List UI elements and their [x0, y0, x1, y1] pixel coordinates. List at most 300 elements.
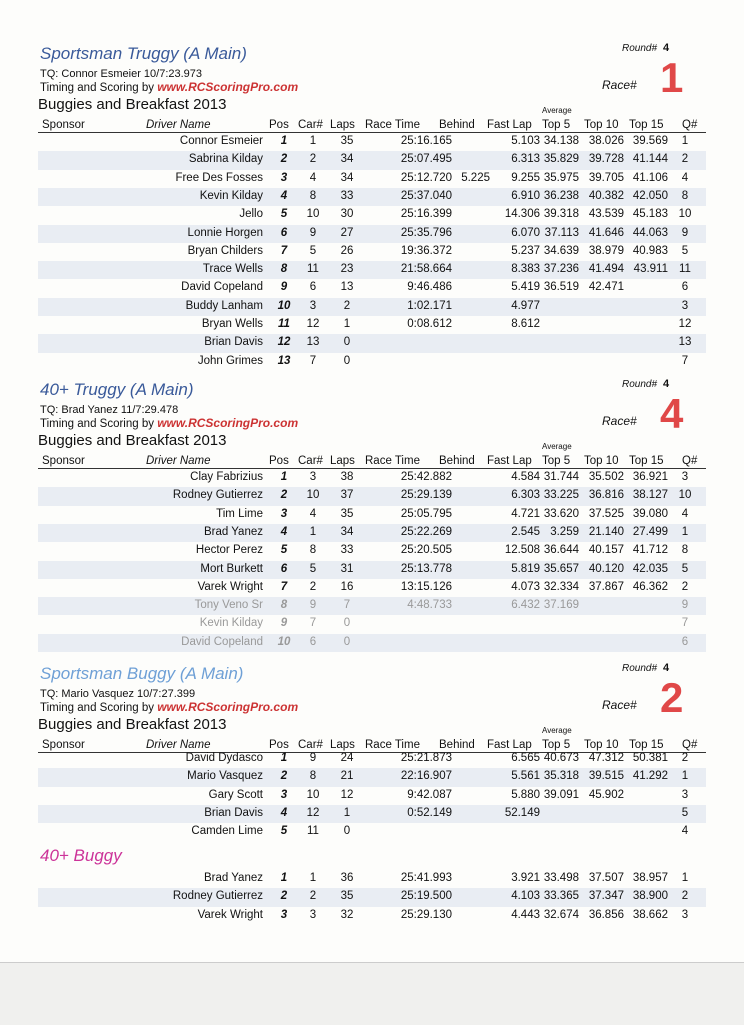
qualifying-position: 4: [681, 825, 689, 838]
qualifying-position: 6: [681, 281, 689, 294]
table-row: [38, 888, 706, 906]
header-laps: Laps: [330, 119, 355, 131]
position: 5: [280, 544, 288, 557]
top-15: 27.499: [632, 525, 668, 538]
header-q: Q#: [682, 119, 698, 131]
header-top5: Top 5: [542, 119, 571, 131]
fast-lap: 6.432: [511, 599, 540, 612]
round-text: Round#: [622, 379, 658, 390]
race-time: 22:16.907: [400, 770, 452, 783]
table-row: [38, 261, 706, 279]
laps: 27: [340, 226, 354, 239]
fast-lap: 4.977: [511, 299, 540, 312]
laps: 1: [343, 806, 351, 819]
car-number: 10: [306, 489, 320, 502]
car-number: 8: [309, 544, 317, 557]
top-10: 36.856: [588, 908, 624, 921]
laps: 37: [340, 489, 354, 502]
race-time: 9:46.486: [407, 281, 452, 294]
top-15: 40.983: [632, 244, 668, 257]
fast-lap: 4.584: [511, 471, 540, 483]
position: 3: [280, 788, 288, 801]
qualifying-position: 1: [681, 135, 689, 147]
tq-line: TQ: Mario Vasquez 10/7:27.399: [40, 688, 196, 700]
top-5: 34.639: [543, 244, 579, 257]
laps: 36: [340, 872, 354, 884]
header-car: Car#: [298, 119, 323, 131]
laps: 32: [340, 908, 354, 921]
header-fast-lap: Fast Lap: [487, 739, 532, 751]
car-number: 9: [309, 599, 317, 612]
driver-name: Varek Wright: [197, 908, 263, 921]
round-number: 4: [663, 662, 670, 674]
header-behind: Behind: [439, 739, 475, 751]
fast-lap: 8.612: [511, 318, 540, 330]
race-number: 4: [660, 390, 684, 437]
laps: 0: [343, 825, 351, 838]
car-number: 6: [309, 635, 317, 648]
laps: 34: [340, 153, 354, 166]
qualifying-position: 2: [681, 752, 689, 764]
driver-name: Brian Davis: [204, 806, 263, 819]
top-5: 39.091: [543, 788, 579, 801]
header-driver: Driver Name: [146, 739, 211, 751]
fast-lap: 6.070: [511, 226, 540, 239]
qualifying-position: 3: [681, 471, 689, 483]
race-time: 0:08.612: [407, 318, 452, 330]
round-number: 4: [663, 42, 670, 54]
top-5: 35.975: [543, 171, 579, 184]
top-5: 33.498: [543, 872, 579, 884]
position: 10: [277, 299, 291, 312]
round-text: Round#: [622, 663, 658, 674]
laps: 0: [343, 635, 351, 648]
driver-name: Free Des Fosses: [175, 171, 263, 184]
timing-line: [40, 416, 298, 430]
top-5: 37.113: [544, 226, 579, 239]
table-row: [38, 243, 706, 261]
tq-line: TQ: Brad Yanez 11/7:29.478: [40, 404, 179, 416]
timing-label: Timing and Scoring by: [40, 702, 154, 714]
fast-lap: 52.149: [504, 806, 540, 819]
top-15: 44.063: [632, 226, 668, 239]
car-number: 3: [309, 471, 317, 483]
table-row: [38, 506, 706, 524]
position: 1: [280, 135, 288, 147]
driver-name: Hector Perez: [195, 544, 263, 557]
race-time: 1:02.171: [407, 299, 452, 312]
top-10: 42.471: [588, 281, 624, 294]
header-top5: Top 5: [542, 739, 571, 751]
top-5: 35.318: [543, 770, 579, 783]
car-number: 7: [309, 617, 317, 630]
top-5: 40.673: [543, 752, 579, 764]
qualifying-position: 5: [681, 244, 689, 257]
car-number: 11: [307, 263, 319, 276]
driver-name: Tim Lime: [216, 507, 263, 520]
driver-name: Trace Wells: [202, 263, 263, 276]
top-10: 40.157: [588, 544, 624, 557]
top-10: 37.525: [588, 507, 624, 520]
position: 5: [280, 825, 288, 838]
header-race-time: Race Time: [365, 455, 420, 467]
qualifying-position: 8: [681, 544, 689, 557]
qualifying-position: 9: [681, 226, 689, 239]
driver-name: David Copeland: [181, 635, 263, 648]
table-row: [38, 279, 706, 297]
race-time: 9:42.087: [407, 788, 452, 801]
top-10: 38.979: [588, 244, 624, 257]
position: 11: [278, 318, 290, 330]
top-10: 38.026: [588, 135, 624, 147]
driver-name: Camden Lime: [191, 825, 263, 838]
laps: 24: [340, 752, 354, 764]
laps: 33: [340, 189, 354, 202]
laps: 26: [340, 244, 354, 257]
table-row: [38, 151, 706, 169]
position: 9: [280, 617, 288, 630]
car-number: 12: [306, 806, 320, 819]
header-sponsor: Sponsor: [42, 119, 85, 131]
top-5: 36.238: [543, 189, 579, 202]
top-10: 41.646: [588, 226, 624, 239]
car-number: 13: [306, 336, 320, 349]
top-5: 37.236: [543, 263, 579, 276]
header-fast-lap: Fast Lap: [487, 119, 532, 131]
car-number: 9: [309, 752, 317, 764]
driver-name: Mort Burkett: [200, 562, 263, 575]
driver-name: Jello: [239, 208, 263, 221]
qualifying-position: 10: [678, 489, 692, 502]
table-row: [38, 787, 706, 805]
laps: 23: [340, 263, 354, 276]
top-15: 45.183: [632, 208, 668, 221]
driver-name: Brad Yanez: [203, 525, 263, 538]
driver-name: Varek Wright: [197, 580, 263, 593]
car-number: 8: [309, 770, 317, 783]
table-row: [38, 750, 706, 768]
fast-lap: 3.921: [511, 872, 540, 884]
laps: 16: [340, 580, 354, 593]
table-row: [38, 353, 706, 371]
laps: 34: [340, 525, 354, 538]
driver-name: Bryan Wells: [201, 318, 263, 330]
race-time: 25:21.873: [400, 752, 452, 764]
qualifying-position: 5: [681, 806, 689, 819]
car-number: 6: [309, 281, 317, 294]
position: 5: [280, 208, 288, 221]
race-time: 0:52.149: [407, 806, 452, 819]
table-row: [38, 334, 706, 352]
behind: 5.225: [461, 171, 490, 184]
fast-lap: 6.910: [511, 189, 540, 202]
top-15: 42.050: [632, 189, 668, 202]
table-row: [38, 870, 706, 888]
table-row: [38, 188, 706, 206]
top-10: 47.312: [588, 752, 624, 764]
race-time: 25:16.165: [400, 135, 452, 147]
round-label: [622, 42, 669, 54]
race-time: 25:16.399: [400, 208, 452, 221]
header-top15: Top 15: [629, 119, 664, 131]
race-time: 25:41.993: [400, 872, 452, 884]
car-number: 4: [309, 171, 317, 184]
fast-lap: 14.306: [504, 208, 540, 221]
race-time: 25:20.505: [400, 544, 452, 557]
qualifying-position: 2: [681, 153, 689, 166]
driver-name: Tony Veno Sr: [194, 599, 263, 612]
fast-lap: 4.103: [511, 890, 540, 903]
qualifying-position: 1: [681, 872, 689, 884]
race-number: 1: [660, 54, 684, 101]
race-time: 25:22.269: [400, 525, 452, 538]
position: 3: [280, 908, 288, 921]
laps: 35: [340, 890, 354, 903]
car-number: 12: [306, 318, 320, 330]
qualifying-position: 4: [681, 171, 689, 184]
header-pos: Pos: [269, 119, 289, 131]
race-time: 13:15.126: [400, 580, 452, 593]
header-race-time: Race Time: [365, 739, 420, 751]
top-5: 33.225: [543, 489, 579, 502]
header-q: Q#: [682, 455, 698, 467]
position: 2: [280, 890, 288, 903]
position: 8: [280, 263, 288, 276]
header-top5: Top 5: [542, 455, 571, 467]
race-time: 25:19.500: [400, 890, 452, 903]
race-number: 2: [660, 674, 684, 721]
driver-name: Lonnie Horgen: [187, 226, 263, 239]
race-time: 25:05.795: [400, 507, 452, 520]
laps: 35: [340, 135, 354, 147]
race-time: 25:29.130: [400, 908, 452, 921]
table-row: [38, 597, 706, 615]
top-5: 36.644: [543, 544, 579, 557]
timing-line: [40, 80, 298, 94]
section-title: Sportsman Truggy (A Main): [40, 44, 247, 63]
qualifying-position: 10: [678, 208, 692, 221]
header-car: Car#: [298, 455, 323, 467]
header-laps: Laps: [330, 739, 355, 751]
position: 4: [280, 189, 288, 202]
top-15: 39.569: [632, 135, 668, 147]
race-time: 25:07.495: [400, 153, 452, 166]
table-row: [38, 469, 706, 487]
top-10: 39.515: [588, 770, 624, 783]
top-10: 43.539: [588, 208, 624, 221]
event-name: Buggies and Breakfast 2013: [38, 96, 227, 113]
position: 1: [280, 872, 288, 884]
laps: 0: [343, 336, 351, 349]
top-15: 39.080: [632, 507, 668, 520]
table-row: [38, 133, 706, 151]
car-number: 1: [309, 135, 317, 147]
position: 7: [280, 580, 288, 593]
laps: 30: [340, 208, 354, 221]
laps: 31: [340, 562, 354, 575]
car-number: 2: [309, 153, 317, 166]
event-name: Buggies and Breakfast 2013: [38, 432, 227, 449]
header-behind: Behind: [439, 119, 475, 131]
brand-url: www.RCScoringPro.com: [157, 700, 299, 714]
driver-name: Clay Fabrizius: [190, 471, 263, 483]
header-driver: Driver Name: [146, 119, 211, 131]
fast-lap: 5.103: [511, 135, 540, 147]
fast-lap: 4.443: [511, 908, 540, 921]
qualifying-position: 2: [681, 890, 689, 903]
driver-name: Gary Scott: [208, 788, 263, 801]
timing-label: Timing and Scoring by: [40, 418, 154, 430]
top-10: 37.347: [588, 890, 624, 903]
laps: 21: [340, 770, 354, 783]
fast-lap: 4.721: [511, 507, 540, 520]
position: 2: [280, 770, 288, 783]
header-pos: Pos: [269, 739, 289, 751]
fast-lap: 12.508: [504, 544, 540, 557]
top-5: 32.334: [543, 580, 579, 593]
header-race-time: Race Time: [365, 119, 420, 131]
race-time: 21:58.664: [400, 263, 452, 276]
laps: 0: [343, 617, 351, 630]
table-row: [38, 579, 706, 597]
position: 9: [280, 281, 288, 294]
race-label: Race#: [602, 414, 637, 428]
table-row: [38, 542, 706, 560]
position: 10: [277, 635, 291, 648]
top-15: 38.662: [632, 908, 668, 921]
table-row: [38, 225, 706, 243]
qualifying-position: 6: [681, 635, 689, 648]
driver-name: Buddy Lanham: [185, 299, 263, 312]
fast-lap: 2.545: [511, 525, 540, 538]
fast-lap: 5.819: [511, 562, 540, 575]
car-number: 5: [309, 562, 317, 575]
header-top10: Top 10: [584, 119, 619, 131]
position: 2: [280, 489, 288, 502]
table-row: [38, 768, 706, 786]
race-time: 19:36.372: [400, 244, 452, 257]
top-10: 39.728: [588, 153, 624, 166]
position: 4: [280, 525, 288, 538]
position: 12: [277, 336, 291, 349]
car-number: 3: [309, 908, 317, 921]
driver-name: Brian Davis: [204, 336, 263, 349]
qualifying-position: 11: [679, 263, 691, 276]
car-number: 1: [309, 525, 317, 538]
laps: 1: [343, 318, 351, 330]
position: 1: [280, 752, 288, 764]
top-5: 33.620: [543, 507, 579, 520]
header-average: Average: [542, 726, 572, 735]
top-10: 35.502: [588, 471, 624, 483]
position: 4: [280, 806, 288, 819]
qualifying-position: 1: [681, 770, 689, 783]
laps: 12: [340, 788, 354, 801]
fast-lap: 9.255: [511, 171, 540, 184]
table-row: [38, 561, 706, 579]
header-average: Average: [542, 106, 572, 115]
laps: 33: [340, 544, 354, 557]
top-10: 41.494: [588, 263, 624, 276]
car-number: 11: [307, 825, 319, 838]
qualifying-position: 7: [681, 354, 689, 367]
position: 1: [280, 471, 288, 483]
driver-name: Sabrina Kilday: [188, 153, 263, 166]
race-time: 25:12.720: [400, 171, 452, 184]
car-number: 8: [309, 189, 317, 202]
car-number: 1: [309, 872, 317, 884]
table-row: [38, 615, 706, 633]
driver-name: Connor Esmeier: [179, 135, 263, 147]
position: 3: [280, 171, 288, 184]
section-title: 40+ Truggy (A Main): [40, 380, 194, 399]
position: 3: [280, 507, 288, 520]
top-5: 35.657: [543, 562, 579, 575]
top-10: 45.902: [588, 788, 624, 801]
qualifying-position: 3: [681, 908, 689, 921]
header-average: Average: [542, 442, 572, 451]
top-15: 38.957: [632, 872, 668, 884]
top-5: 3.259: [550, 525, 579, 538]
car-number: 2: [309, 580, 317, 593]
car-number: 9: [309, 226, 317, 239]
table-row: [38, 316, 706, 334]
race-label: Race#: [602, 698, 637, 712]
driver-name: Brad Yanez: [203, 872, 263, 884]
round-number: 4: [663, 378, 670, 390]
qualifying-position: 7: [681, 617, 689, 630]
header-pos: Pos: [269, 455, 289, 467]
position: 6: [280, 562, 288, 575]
laps: 0: [343, 354, 351, 367]
top-5: 32.674: [543, 908, 579, 921]
driver-name: Rodney Gutierrez: [172, 890, 263, 903]
top-15: 46.362: [632, 580, 668, 593]
table-row: [38, 206, 706, 224]
top-5: 37.169: [543, 599, 579, 612]
car-number: 7: [309, 354, 317, 367]
driver-name: Bryan Childers: [187, 244, 263, 257]
header-top15: Top 15: [629, 455, 664, 467]
top-10: 37.867: [588, 580, 624, 593]
brand-url: www.RCScoringPro.com: [157, 416, 299, 430]
fast-lap: 5.237: [511, 244, 540, 257]
tq-line: TQ: Connor Esmeier 10/7:23.973: [40, 68, 203, 80]
laps: 34: [340, 171, 354, 184]
round-label: [622, 662, 669, 674]
laps: 7: [343, 599, 351, 612]
timing-label: Timing and Scoring by: [40, 82, 154, 94]
race-time: 25:29.139: [400, 489, 452, 502]
header-fast-lap: Fast Lap: [487, 455, 532, 467]
header-car: Car#: [298, 739, 323, 751]
laps: 38: [340, 471, 354, 483]
top-15: 41.106: [632, 171, 668, 184]
section-title: 40+ Buggy: [40, 846, 122, 865]
timing-line: [40, 700, 298, 714]
header-sponsor: Sponsor: [42, 455, 85, 467]
top-15: 36.921: [632, 471, 668, 483]
driver-name: Kevin Kilday: [199, 189, 263, 202]
header-sponsor: Sponsor: [42, 739, 85, 751]
top-10: 37.507: [588, 872, 624, 884]
laps: 13: [340, 281, 354, 294]
top-15: 43.911: [633, 263, 668, 276]
qualifying-position: 8: [681, 189, 689, 202]
table-row: [38, 634, 706, 652]
table-row: [38, 170, 706, 188]
top-15: 42.035: [632, 562, 668, 575]
